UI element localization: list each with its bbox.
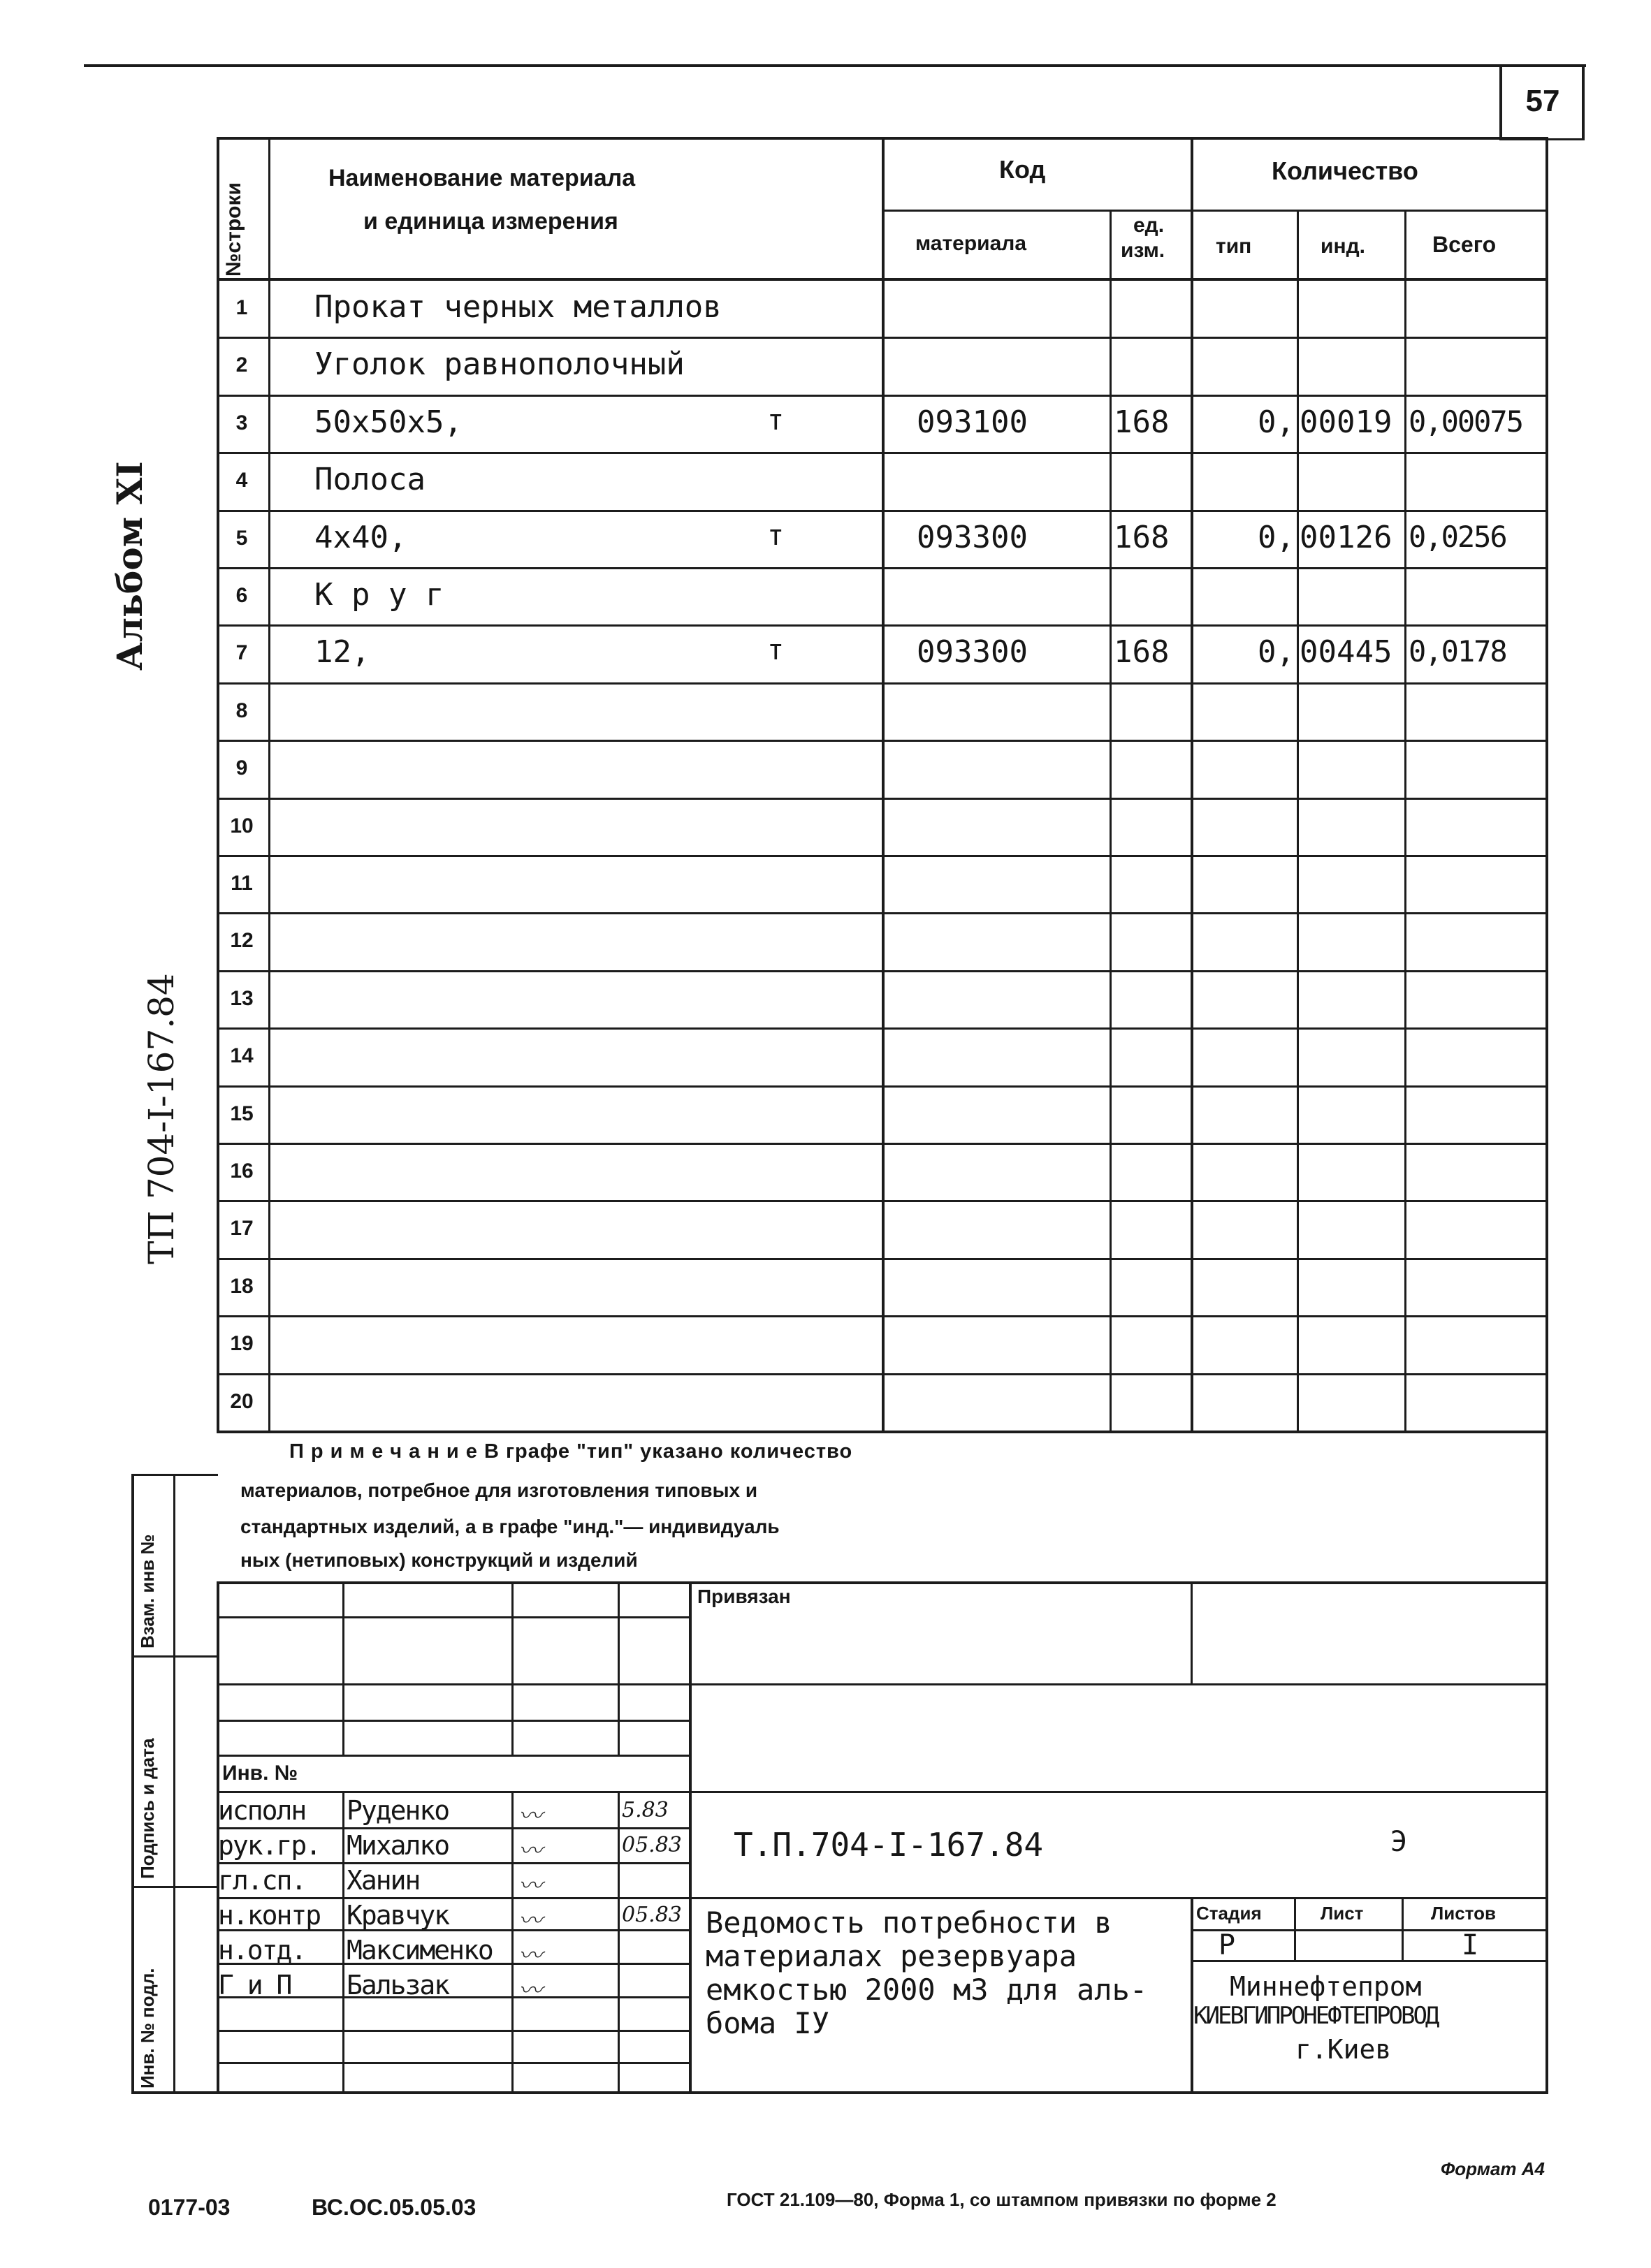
signature-scribble: 〰 bbox=[518, 1977, 542, 2005]
stadiya-col bbox=[1294, 1897, 1296, 1961]
signatory-name: Руденко bbox=[347, 1795, 449, 1826]
privyazan-split bbox=[1191, 1581, 1193, 1685]
signatory-role: рук.гр. bbox=[218, 1830, 321, 1861]
row-number: 18 bbox=[230, 1275, 254, 1298]
header-kod: Код bbox=[999, 155, 1046, 184]
side-label-podpis-data: Подпись и дата bbox=[137, 1738, 158, 1879]
stadiya-row-line bbox=[1191, 1929, 1547, 1931]
col-line-kod-qty bbox=[1191, 137, 1193, 1432]
inv-no-label: Инв. № bbox=[222, 1762, 298, 1785]
row-separator bbox=[217, 855, 1547, 857]
row-number: 6 bbox=[235, 584, 248, 607]
row-name: Уголок равнополочный bbox=[314, 346, 685, 382]
row-code: 093300 bbox=[917, 520, 1028, 555]
page-number-box-right bbox=[1582, 64, 1585, 140]
row-name: 50х50х5, bbox=[314, 404, 463, 440]
signature-scribble: 〰 bbox=[518, 1837, 542, 1865]
doc-letter: Э bbox=[1390, 1826, 1408, 1858]
privyazan-label: Привязан bbox=[697, 1586, 791, 1607]
row-separator bbox=[217, 1258, 1547, 1260]
header-tip: тип bbox=[1216, 235, 1252, 258]
row-separator bbox=[217, 1200, 1547, 1202]
row-separator bbox=[217, 567, 1547, 569]
row-name: 12, bbox=[314, 634, 370, 670]
title-line-2: материалах резервуара bbox=[706, 1939, 1077, 1973]
header-subrow-line bbox=[882, 210, 1547, 212]
col-line-row-no bbox=[268, 137, 270, 1432]
row-name: 4х40, bbox=[314, 520, 407, 555]
row-separator bbox=[217, 395, 1547, 397]
row-separator bbox=[217, 740, 1547, 742]
row-code: 093100 bbox=[917, 404, 1028, 440]
note-line-1: П р и м е ч а н и е В графе "тип" указано количество bbox=[289, 1440, 853, 1463]
row-separator bbox=[217, 624, 1547, 627]
footer-gost: ГОСТ 21.109—80, Форма 1, со штампом привязки по форме 2 bbox=[727, 2189, 1277, 2210]
header-name-line2: и единица измерения bbox=[363, 208, 618, 235]
signatory-role: гл.сп. bbox=[218, 1865, 306, 1896]
note-line-2: материалов, потребное для изготовления типовых и bbox=[240, 1479, 758, 1501]
signatory-date: 05.83 bbox=[622, 1833, 682, 1857]
stadiya-row-bottom bbox=[1191, 1960, 1547, 1962]
signature-scribble: 〰 bbox=[518, 1872, 542, 1900]
signatory-role: н.отд. bbox=[218, 1935, 306, 1966]
signature-scribble: 〰 bbox=[518, 1802, 542, 1830]
row-vsego: 0,00075 bbox=[1409, 404, 1523, 439]
doc-code: Т.П.704-I-167.84 bbox=[734, 1826, 1044, 1864]
row-number: 8 bbox=[235, 699, 248, 722]
signatory-name: Кравчук bbox=[347, 1900, 449, 1931]
row-separator bbox=[217, 1315, 1547, 1317]
row-unit: т bbox=[767, 634, 785, 666]
footer-mid-code: ВС.ОС.05.05.03 bbox=[312, 2195, 477, 2220]
sig-row-b bbox=[217, 1683, 1547, 1685]
signatory-name: Михалко bbox=[347, 1830, 449, 1861]
row-separator bbox=[217, 1373, 1547, 1375]
row-vsego: 0,0256 bbox=[1409, 520, 1506, 554]
signatory-role: н.контр bbox=[218, 1900, 321, 1931]
row-number: 12 bbox=[230, 929, 254, 952]
signatory-name: Ханин bbox=[347, 1865, 420, 1896]
sig-col-2b bbox=[511, 1791, 514, 2093]
row-name: К р у г bbox=[314, 577, 444, 613]
page-number-box-left bbox=[1499, 64, 1502, 140]
row-tip: 0, bbox=[1258, 634, 1295, 670]
row-number: 4 bbox=[235, 469, 248, 492]
sig-col-4 bbox=[689, 1581, 692, 2093]
header-ed-2: изм. bbox=[1121, 239, 1165, 262]
stadiya-value: Р bbox=[1219, 1929, 1236, 1961]
side-code-label: ТП 704-I-167.84 bbox=[141, 973, 182, 1264]
row-number: 3 bbox=[235, 411, 248, 434]
row-code: 093300 bbox=[917, 634, 1028, 670]
signatory-name: Бальзак bbox=[347, 1970, 449, 2000]
row-separator bbox=[217, 1143, 1547, 1145]
table-left-border bbox=[217, 137, 219, 1432]
row-separator bbox=[217, 1027, 1547, 1030]
row-number: 9 bbox=[235, 756, 248, 780]
col-line-ed bbox=[1110, 210, 1112, 1432]
row-number: 14 bbox=[230, 1044, 254, 1067]
list-label: Лист bbox=[1321, 1903, 1364, 1924]
note-line-4: ных (нетиповых) конструкций и изделий bbox=[240, 1549, 638, 1571]
signatory-date: 5.83 bbox=[622, 1798, 669, 1822]
row-separator bbox=[217, 970, 1547, 972]
header-kolichestvo: Количество bbox=[1272, 156, 1418, 185]
stamp-top-line bbox=[217, 1581, 1547, 1584]
row-separator bbox=[217, 452, 1547, 454]
note-line-3: стандартных изделий, а в графе "инд."— индивидуаль bbox=[240, 1516, 780, 1537]
rows-bottom-line bbox=[217, 1431, 1547, 1433]
table-right-border bbox=[1545, 137, 1548, 2093]
org-line-3: г.Киев bbox=[1295, 2034, 1392, 2065]
sig-col-3b bbox=[618, 1791, 620, 2093]
signature-scribble: 〰 bbox=[518, 1942, 542, 1970]
row-name: Прокат черных металлов bbox=[314, 289, 722, 325]
side-album-label: Альбом XI bbox=[109, 461, 150, 671]
row-number: 7 bbox=[235, 641, 248, 664]
row-unit: т bbox=[767, 520, 785, 552]
listov-value: I bbox=[1462, 1929, 1479, 1961]
row-number: 20 bbox=[230, 1390, 254, 1413]
row-tip: 0, bbox=[1258, 520, 1295, 555]
row-number: 13 bbox=[230, 987, 254, 1010]
header-name-line1: Наименование материала bbox=[328, 165, 636, 191]
list-col bbox=[1402, 1897, 1404, 1961]
row-number: 2 bbox=[235, 353, 248, 376]
side-label-inv-podl: Инв. № подл. bbox=[137, 1968, 158, 2088]
sig-row-f bbox=[217, 1827, 690, 1829]
signatory-role: исполн bbox=[218, 1795, 306, 1826]
col-line-name bbox=[882, 137, 885, 1432]
title-split bbox=[1191, 1897, 1193, 2093]
sig-row-d bbox=[217, 1755, 690, 1757]
row-ed: 168 bbox=[1114, 634, 1170, 670]
signature-scribble: 〰 bbox=[518, 1907, 542, 1935]
header-row-number: №строки bbox=[222, 182, 245, 277]
side-strip-mid bbox=[173, 1474, 175, 2093]
sig-row-h bbox=[217, 1897, 690, 1899]
row-separator bbox=[217, 682, 1547, 685]
sig-row-e bbox=[217, 1791, 1547, 1793]
title-line-4: бома IУ bbox=[706, 2006, 830, 2040]
signatory-role: Г и П bbox=[218, 1970, 291, 2000]
row-separator bbox=[217, 337, 1547, 339]
row-separator bbox=[217, 1085, 1547, 1088]
sig-row-m bbox=[217, 2062, 690, 2064]
org-line-2: КИЕВГИПРОНЕФТЕПРОВОД bbox=[1193, 2002, 1438, 2030]
row-ed: 168 bbox=[1114, 404, 1170, 440]
row-ind: 00126 bbox=[1300, 520, 1392, 555]
listov-label: Листов bbox=[1431, 1903, 1496, 1924]
row-name: Полоса bbox=[314, 462, 426, 497]
col-line-ind bbox=[1404, 210, 1406, 1432]
row-vsego: 0,0178 bbox=[1409, 634, 1506, 668]
row-number: 5 bbox=[235, 527, 248, 550]
row-separator bbox=[217, 912, 1547, 914]
sig-row-l bbox=[217, 2030, 690, 2032]
row-separator bbox=[217, 798, 1547, 800]
header-vsego: Всего bbox=[1432, 232, 1497, 257]
row-number: 1 bbox=[235, 296, 248, 319]
sig-col-1b bbox=[342, 1791, 344, 2093]
page-number: 57 bbox=[1525, 84, 1560, 118]
row-ind: 00019 bbox=[1300, 404, 1392, 440]
sig-row-g bbox=[217, 1862, 690, 1864]
signatory-name: Максименко bbox=[347, 1935, 493, 1966]
sig-col-1 bbox=[342, 1581, 344, 1755]
sig-row-a bbox=[217, 1616, 690, 1618]
header-material: материала bbox=[915, 232, 1027, 255]
row-number: 15 bbox=[230, 1102, 254, 1125]
row-tip: 0, bbox=[1258, 404, 1295, 440]
row-number: 10 bbox=[230, 814, 254, 837]
row-ed: 168 bbox=[1114, 520, 1170, 555]
sig-row-c bbox=[217, 1720, 690, 1722]
row-number: 19 bbox=[230, 1332, 254, 1355]
title-line-1: Ведомость потребности в bbox=[706, 1905, 1112, 1940]
top-border-line bbox=[84, 64, 1586, 67]
footer-format: Формат А4 bbox=[1441, 2158, 1545, 2179]
row-number: 11 bbox=[231, 872, 253, 895]
row-separator bbox=[217, 510, 1547, 512]
header-ed-1: ед. bbox=[1133, 214, 1165, 237]
row-unit: т bbox=[767, 404, 785, 437]
row-number: 16 bbox=[230, 1159, 254, 1183]
signatory-date: 05.83 bbox=[622, 1903, 682, 1927]
footer-left-code: 0177-03 bbox=[148, 2195, 231, 2220]
side-strip-left bbox=[131, 1474, 134, 2093]
sig-col-3 bbox=[618, 1581, 620, 1755]
row-ind: 00445 bbox=[1300, 634, 1392, 670]
side-label-vzam-inv: Взам. инв № bbox=[137, 1534, 158, 1648]
row-number: 17 bbox=[230, 1217, 254, 1240]
title-line-3: емкостью 2000 м3 для аль- bbox=[706, 1973, 1148, 2007]
header-ind: инд. bbox=[1321, 235, 1365, 258]
sig-col-2 bbox=[511, 1581, 514, 1755]
header-bottom-line bbox=[217, 278, 1547, 281]
stadiya-label: Стадия bbox=[1196, 1903, 1262, 1924]
title-row-top bbox=[689, 1897, 1547, 1899]
col-line-tip bbox=[1297, 210, 1299, 1432]
org-line-1: Миннефтепром bbox=[1230, 1971, 1422, 2002]
